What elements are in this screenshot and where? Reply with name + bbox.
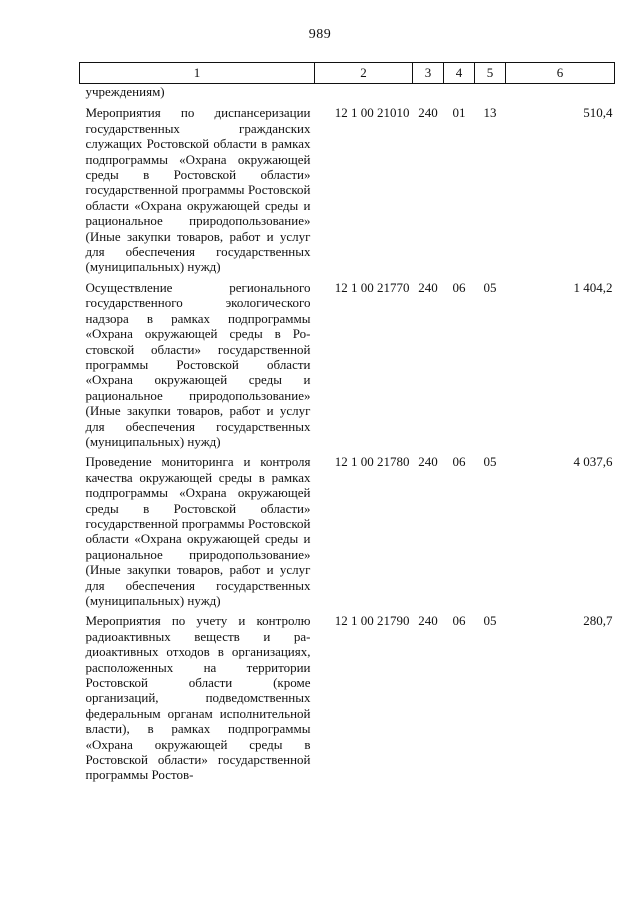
row-subsection: 05 [483,613,497,629]
row-amount: 280,7 [583,613,613,629]
table-header [80,63,615,84]
row-amount: 4 037,6 [573,454,613,470]
row-description: Мероприятия по диспансеризации государственных гражданских служащих Ростовской области в рамках подпрограммы «Охрана окружающей среды в Ростовской области» государственной программы Ростовской области «Охрана окружающей среды и рациональное природопользование» (Иные закупки товаров, работ и услуг для обеспечения государственных (муниципальных) нужд) [85,105,311,275]
row-subsection: 05 [483,454,497,470]
row-section: 01 [452,105,466,121]
row-expense-type: 240 [418,454,438,470]
column-header: 4 [444,63,475,84]
row-expense-type: 240 [418,279,438,295]
row-expense-type: 240 [418,105,438,121]
table-row [80,613,615,787]
row-code: 12 1 00 21790 [334,613,410,629]
page-number: 989 [308,27,332,42]
row-section: 06 [452,454,466,470]
row-amount: 510,4 [583,105,613,121]
column-header: 6 [506,63,615,84]
table-row [80,280,615,454]
row-description: Проведение мониторинга и контроля качества окружающей среды в рамках подпрограммы «Охрана окружающей среды в Ростовской области» государственной программы Ростовской области «Охрана окружающей среды и рациональное природопользование» (Иные закупки товаров, работ и услуг для обеспечения государственных (муниципальных) нужд) [85,454,311,608]
column-header: 1 [80,63,315,84]
row-code: 12 1 00 21780 [334,454,410,470]
column-header: 3 [413,63,444,84]
table-row [80,105,615,279]
continuation-text: учреждениям) [85,84,165,99]
row-description: Осуществление регионального государственного экологического надзора в рамках подпрограммы «Охрана окружающей среды в Ростовской области» государственной программы Ростовской области «Охрана окружающей среды и рациональное природопользование» (Иные закупки товаров, работ и услуг для обеспечения государственных (муниципальных) нужд) [85,279,311,449]
row-amount: 1 404,2 [573,279,613,295]
continuation-row [80,84,615,106]
table-row [80,454,615,613]
row-description: Мероприятия по учету и контролю радиоактивных веществ и радиоактивных отходов в организациях, расположенных на территории Ростовской области (кроме организаций, подведомственных федеральным органам исполнительной власти), в рамках подпрограммы «Охрана окружающей среды в Ростовской области» государственной программы Ростов- [85,613,311,783]
column-header: 2 [315,63,413,84]
row-code: 12 1 00 21010 [334,105,410,121]
row-code: 12 1 00 21770 [334,279,410,295]
row-section: 06 [452,613,466,629]
column-header: 5 [475,63,506,84]
row-section: 06 [452,279,466,295]
budget-table [79,62,615,788]
row-expense-type: 240 [418,613,438,629]
row-subsection: 05 [483,279,497,295]
row-subsection: 13 [483,105,497,121]
